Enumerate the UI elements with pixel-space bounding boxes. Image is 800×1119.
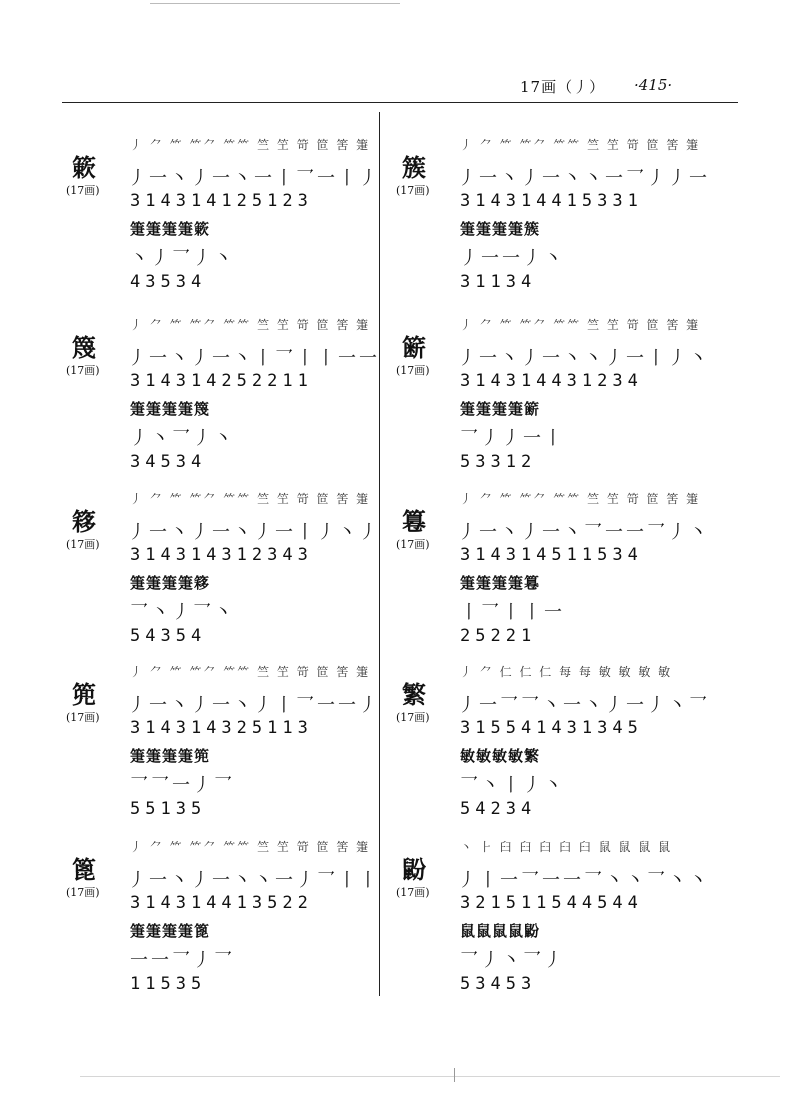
headword-character: 簌 bbox=[72, 153, 96, 182]
stroke-codes-row-2: 11535 bbox=[130, 974, 207, 994]
stroke-codes-row-2: 53312 bbox=[460, 452, 537, 472]
progressive-forms-row-2: 箑箑箑箑篼 bbox=[130, 747, 211, 765]
stroke-codes-row-1: 314314511534 bbox=[460, 545, 643, 565]
stroke-sequence-row-1: 丿一丶丿一丶乛一一乛丿丶 bbox=[458, 522, 710, 543]
stroke-sequence-row-1: 丿一乛乛丶一丶丿一丿丶乛 bbox=[458, 695, 710, 716]
headword-character: 篾 bbox=[72, 333, 96, 362]
stroke-codes-row-2: 43534 bbox=[130, 272, 207, 292]
progressive-forms-row-1: 丿 ⺈ ⺮ ⺮⺈ ⺮⺮ 竺 笁 笴 笸 筈 箑 bbox=[130, 318, 371, 332]
dictionary-entry bbox=[66, 838, 382, 1008]
stroke-codes-row-2: 53453 bbox=[460, 974, 537, 994]
progressive-forms-row-2: 箑箑箑箑簇 bbox=[460, 220, 541, 238]
stroke-codes-row-1: 314314252211 bbox=[130, 371, 313, 391]
progressive-forms-row-1: 丿 ⺈ ⺮ ⺮⺈ ⺮⺮ 竺 笁 笴 笸 筈 箑 bbox=[460, 492, 701, 506]
stroke-count-label: (17画) bbox=[396, 711, 430, 724]
stroke-count-label: (17画) bbox=[66, 538, 100, 551]
progressive-forms-row-2: 箑箑箑箑簌 bbox=[130, 220, 211, 238]
stroke-sequence-row-2: 乛丶丿乛丶 bbox=[130, 602, 235, 623]
progressive-forms-row-2: 箑箑箑箑篦 bbox=[130, 922, 211, 940]
stroke-count-label: (17画) bbox=[396, 184, 430, 197]
progressive-forms-row-1: 丿 ⺈ ⺮ ⺮⺈ ⺮⺮ 竺 笁 笴 笸 筈 箑 bbox=[130, 138, 371, 152]
dictionary-entry bbox=[396, 490, 712, 660]
stroke-sequence-row-2: 乛丿丶乛丿 bbox=[460, 950, 565, 971]
stroke-sequence-row-2: 乛乛一丿乛 bbox=[130, 775, 235, 796]
stroke-count-label: (17画) bbox=[396, 886, 430, 899]
stroke-sequence-row-1: 丿一丶丿一丶丿一丨丿丶丿 bbox=[128, 522, 380, 543]
progressive-forms-row-1: 丿 ⺈ ⺮ ⺮⺈ ⺮⺮ 竺 笁 笴 笸 筈 箑 bbox=[130, 665, 371, 679]
progressive-forms-row-1: 丿 ⺈ ⺮ ⺮⺈ ⺮⺮ 竺 笁 笴 笸 筈 箑 bbox=[130, 492, 371, 506]
dictionary-entry bbox=[396, 136, 712, 306]
progressive-forms-row-2: 敏敏敏敏繁 bbox=[460, 747, 541, 765]
progressive-forms-row-1: 丿 ⺈ 仁 仁 仁 每 每 敏 敏 敏 敏 bbox=[460, 665, 673, 679]
stroke-codes-row-1: 314314312343 bbox=[130, 545, 313, 565]
stroke-sequence-row-1: 丿一丶丿一丶丶一丿乛丨丨 bbox=[128, 870, 380, 891]
stroke-sequence-row-1: 丿一丶丿一丶一丨乛一丨丿 bbox=[128, 168, 380, 189]
progressive-forms-row-1: 丿 ⺈ ⺮ ⺮⺈ ⺮⺮ 竺 笁 笴 笸 筈 箑 bbox=[460, 138, 701, 152]
page-number: ·415· bbox=[634, 76, 673, 94]
headword-character: 繁 bbox=[402, 680, 426, 709]
stroke-codes-row-1: 321511544544 bbox=[460, 893, 643, 913]
stroke-count-label: (17画) bbox=[66, 364, 100, 377]
stroke-sequence-row-2: 丿丶乛丿丶 bbox=[130, 428, 235, 449]
stroke-sequence-row-2: 乛丿丿一丨 bbox=[460, 428, 565, 449]
stroke-sequence-row-2: 丿一一丿丶 bbox=[460, 248, 565, 269]
section-label: 17画（丿） bbox=[520, 78, 606, 96]
headword-character: 篦 bbox=[72, 855, 96, 884]
stroke-codes-row-1: 314314413522 bbox=[130, 893, 313, 913]
stroke-codes-row-2: 34534 bbox=[130, 452, 207, 472]
headword-character: 簃 bbox=[72, 507, 96, 536]
stroke-count-label: (17画) bbox=[66, 886, 100, 899]
stroke-codes-row-2: 54354 bbox=[130, 626, 207, 646]
stroke-count-label: (17画) bbox=[396, 364, 430, 377]
dictionary-entry bbox=[66, 316, 382, 486]
scan-artifact-line bbox=[80, 1076, 780, 1077]
stroke-sequence-row-1: 丿一丶丿一丶丶丿一丨丿丶 bbox=[458, 348, 710, 369]
stroke-sequence-row-1: 丿丨一乛一一乛丶丶乛丶丶 bbox=[458, 870, 710, 891]
progressive-forms-row-1: 丶 ⺊ 臼 臼 臼 臼 臼 鼠 鼠 鼠 鼠 bbox=[460, 840, 673, 854]
progressive-forms-row-2: 箑箑箑箑簃 bbox=[130, 574, 211, 592]
stroke-codes-row-2: 54234 bbox=[460, 799, 537, 819]
stroke-sequence-row-1: 丿一丶丿一丶丶一乛丿丿一 bbox=[458, 168, 710, 189]
dictionary-entry bbox=[396, 838, 712, 1008]
stroke-codes-row-1: 314314431234 bbox=[460, 371, 643, 391]
stroke-codes-row-1: 314314415331 bbox=[460, 191, 643, 211]
progressive-forms-row-1: 丿 ⺈ ⺮ ⺮⺈ ⺮⺮ 竺 笁 笴 笸 筈 箑 bbox=[130, 840, 371, 854]
dictionary-entry bbox=[396, 663, 712, 833]
stroke-sequence-row-1: 丿一丶丿一丶丿丨乛一一丿 bbox=[128, 695, 380, 716]
running-head bbox=[0, 76, 800, 100]
scan-artifact-tick bbox=[454, 1068, 455, 1082]
progressive-forms-row-2: 箑箑箑箑簖 bbox=[460, 400, 541, 418]
dictionary-entry bbox=[396, 316, 712, 486]
stroke-sequence-row-2: 丶丿乛丿丶 bbox=[130, 248, 235, 269]
stroke-sequence-row-2: 一一乛丿乛 bbox=[130, 950, 235, 971]
dictionary-entry bbox=[66, 663, 382, 833]
stroke-codes-row-2: 25221 bbox=[460, 626, 537, 646]
headword-character: 篹 bbox=[402, 507, 426, 536]
progressive-forms-row-1: 丿 ⺈ ⺮ ⺮⺈ ⺮⺮ 竺 笁 笴 笸 筈 箑 bbox=[460, 318, 701, 332]
stroke-codes-row-1: 315541431345 bbox=[460, 718, 643, 738]
progressive-forms-row-2: 箑箑箑箑篾 bbox=[130, 400, 211, 418]
headword-character: 鼢 bbox=[402, 855, 426, 884]
stroke-sequence-row-2: 乛丶丨丿丶 bbox=[460, 775, 565, 796]
headword-character: 簖 bbox=[402, 333, 426, 362]
stroke-codes-row-2: 31134 bbox=[460, 272, 537, 292]
stroke-sequence-row-2: 丨乛丨丨一 bbox=[460, 602, 565, 623]
stroke-count-label: (17画) bbox=[66, 711, 100, 724]
progressive-forms-row-2: 箑箑箑箑篹 bbox=[460, 574, 541, 592]
headword-character: 簇 bbox=[402, 153, 426, 182]
dictionary-entry bbox=[66, 490, 382, 660]
stroke-codes-row-1: 314314325113 bbox=[130, 718, 313, 738]
stroke-sequence-row-1: 丿一丶丿一丶丨乛丨丨一一 bbox=[128, 348, 380, 369]
headword-character: 篼 bbox=[72, 680, 96, 709]
stroke-count-label: (17画) bbox=[66, 184, 100, 197]
scan-artifact-line bbox=[150, 3, 400, 4]
progressive-forms-row-2: 鼠鼠鼠鼠鼢 bbox=[460, 922, 541, 940]
dictionary-entry bbox=[66, 136, 382, 306]
stroke-count-label: (17画) bbox=[396, 538, 430, 551]
stroke-codes-row-2: 55135 bbox=[130, 799, 207, 819]
header-rule bbox=[62, 102, 738, 103]
stroke-codes-row-1: 314314125123 bbox=[130, 191, 313, 211]
